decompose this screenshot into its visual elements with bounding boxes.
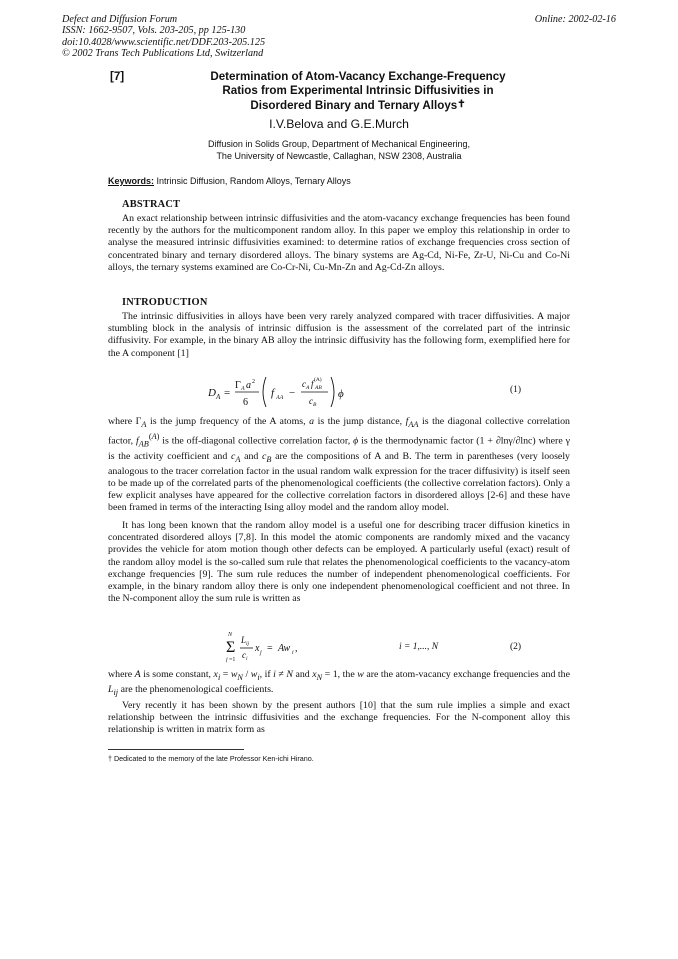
svg-text:i: i [246, 656, 248, 662]
equation-1 [208, 370, 378, 414]
svg-text:f: f [271, 387, 275, 399]
svg-text:Γ: Γ [235, 380, 241, 391]
paper-number: [7] [110, 70, 125, 83]
authors: I.V.Belova and G.E.Murch [269, 117, 409, 131]
svg-text:AB: AB [315, 385, 322, 391]
intro-paragraph-1: The intrinsic diffusivities in alloys have been very rarely analyzed compared with tracer diffusivities. A major stumbling block in the analysis of intrinsic diffusion is the assessment of the correlated part of the intrinsic diffusivity. For example, in the binary AB alloy the intrinsic diffusivity has the following form, exemplified here for the A component [1] [108, 311, 570, 359]
online-date: Online: 2002-02-16 [534, 14, 616, 25]
svg-text:A: A [306, 385, 310, 391]
title-line-2: Ratios from Experimental Intrinsic Diffusivities in [222, 84, 494, 97]
svg-text:ϕ: ϕ [338, 388, 344, 400]
journal-header [62, 14, 265, 60]
svg-text:2: 2 [252, 379, 255, 385]
journal-copyright: © 2002 Trans Tech Publications Ltd, Switzerland [62, 48, 264, 60]
svg-text:=: = [267, 643, 273, 654]
equation-2-number: (2) [510, 642, 522, 652]
svg-text:A: A [241, 386, 245, 392]
footnote-divider [108, 749, 244, 750]
svg-text:a: a [246, 380, 251, 391]
intro-paragraph-3: It has long been known that the random alloy model is a useful one for describing tracer diffusion kinetics in concentrated disordered alloys [7,8]. In this model the atomic components are randomly mixed and the vacancy provides the vehicle for atom motion though other defects can be employed. A particularly useful (exact) result of the random alloy model is the so-called sum rule that relates the phenomenological coefficients to the vacancy-atom exchange frequencies [9]. The sum rule reduces the number of independent phenomenological coefficients. For example, in the binary random alloy there is only one independent phenomenological coefficient and not three. In the N-component alloy the sum rule is written as [108, 520, 570, 605]
keywords-text: Intrinsic Diffusion, Random Alloys, Ternary Alloys [156, 176, 351, 186]
abstract-text: An exact relationship between intrinsic diffusivities and the atom-vacancy exchange frequencies has been found recently by the authors for the multicomponent random alloy. In this paper we employ this relationship in order to analyse the measured intrinsic diffusivities examined: to determine ratios of exchange frequencies cross section of concentrated binary and ternary disordered alloys. The binary systems are Ag-Cd, Ni-Fe, Zr-U, Ni-Cu and Co-Ni alloys, the ternary systems examined are Co-Cr-Ni, Cu-Mn-Zn and Ag-Cd-Zn alloys. [108, 213, 570, 273]
equation-2-graphic [226, 630, 326, 664]
svg-text:N: N [228, 632, 233, 638]
svg-text:D: D [208, 387, 216, 399]
svg-text:c: c [302, 379, 306, 389]
keywords [108, 176, 351, 186]
svg-text:L: L [241, 635, 247, 645]
svg-text:6: 6 [243, 397, 248, 408]
affiliation-line-2: The University of Newcastle, Callaghan, NSW 2308, Australia [216, 150, 462, 161]
svg-text:AA: AA [276, 395, 284, 401]
svg-text:c: c [242, 650, 246, 660]
intro-paragraph-4: where A is some constant, $x_i = w_N / w_i$, if i ≠ N and $x_N = 1$, the w are the atom-vacancy exchange frequencies and the $L_{ij}$ are the phenomenological coefficients. [108, 669, 571, 698]
introduction-heading: INTRODUCTION [122, 297, 208, 308]
affiliation [0, 139, 678, 162]
svg-text:(A): (A) [314, 377, 322, 383]
svg-text:ij: ij [246, 641, 250, 647]
svg-text:c: c [309, 396, 313, 406]
svg-text:i: i [292, 650, 294, 656]
svg-text:j: j [260, 650, 262, 656]
journal-doi: doi:10.4028/www.scientific.net/DDF.203-205.125 [62, 36, 266, 48]
svg-text:=: = [224, 387, 231, 399]
journal-name: Defect and Diffusion Forum [62, 14, 178, 25]
svg-text:Σ: Σ [226, 639, 236, 656]
keywords-label: Keywords: [108, 176, 155, 186]
equation-1-number: (1) [510, 385, 522, 395]
svg-text:x: x [255, 643, 260, 654]
intro-paragraph-5: Very recently it has been shown by the present authors [10] that the sum rule implies a simple and exact relationship between the intrinsic diffusivities and the exchange frequencies. For the N-component alloy this relationship is written in matrix form as [108, 700, 570, 736]
title-line-1: Determination of Atom-Vacancy Exchange-Frequency [210, 70, 506, 83]
dagger-mark: ✝ [457, 99, 466, 110]
svg-text:−: − [289, 387, 296, 399]
intro-paragraph-2: where $\Gamma_A$ is the jump frequency of the A atoms, a is the jump distance, $f_{AA}$ is the diagonal collective correlation factor, $f_{AB}^{(A)}$ is the off-diagonal collective correlation factor, ϕ is the thermodynamic factor (1 + ∂lnγ/∂lnc) where γ is the activity coefficient and $c_A$ and $c_B$ are the compositions of A and B. The term in parentheses (very loosely analogous to the tracer correlation factor in the usual random walk expression for the tracer diffusivity) is itself seen to be made up of the correlated parts of the phenomenological coefficients (the collective correlation factors). Only a few explicit analyses have appeared for the collective correlation factors in disordered alloys [2-6] and these have been framed in terms of the interacting Ising alloy model and the random alloy model. [108, 416, 570, 514]
footnote: † Dedicated to the memory of the late Professor Ken-ichi Hirano. [108, 754, 314, 763]
svg-text:B: B [313, 402, 317, 408]
abstract-heading: ABSTRACT [122, 199, 181, 210]
svg-text:j: j [226, 657, 228, 663]
svg-text:Aw: Aw [278, 643, 291, 654]
svg-text:,: , [295, 643, 298, 654]
equation-2 [226, 630, 326, 664]
svg-text:f: f [311, 379, 314, 389]
equation-2-range: i = 1,..., N [399, 642, 439, 652]
svg-text:A: A [216, 393, 221, 401]
affiliation-line-1: Diffusion in Solids Group, Department of Mechanical Engineering, [208, 139, 470, 149]
title-line-3: Disordered Binary and Ternary Alloys✝ [250, 99, 466, 112]
journal-issn: ISSN: 1662-9507, Vols. 203-205, pp 125-130 [62, 25, 246, 37]
equation-1-graphic [208, 370, 378, 414]
svg-text:=1: =1 [229, 657, 236, 663]
